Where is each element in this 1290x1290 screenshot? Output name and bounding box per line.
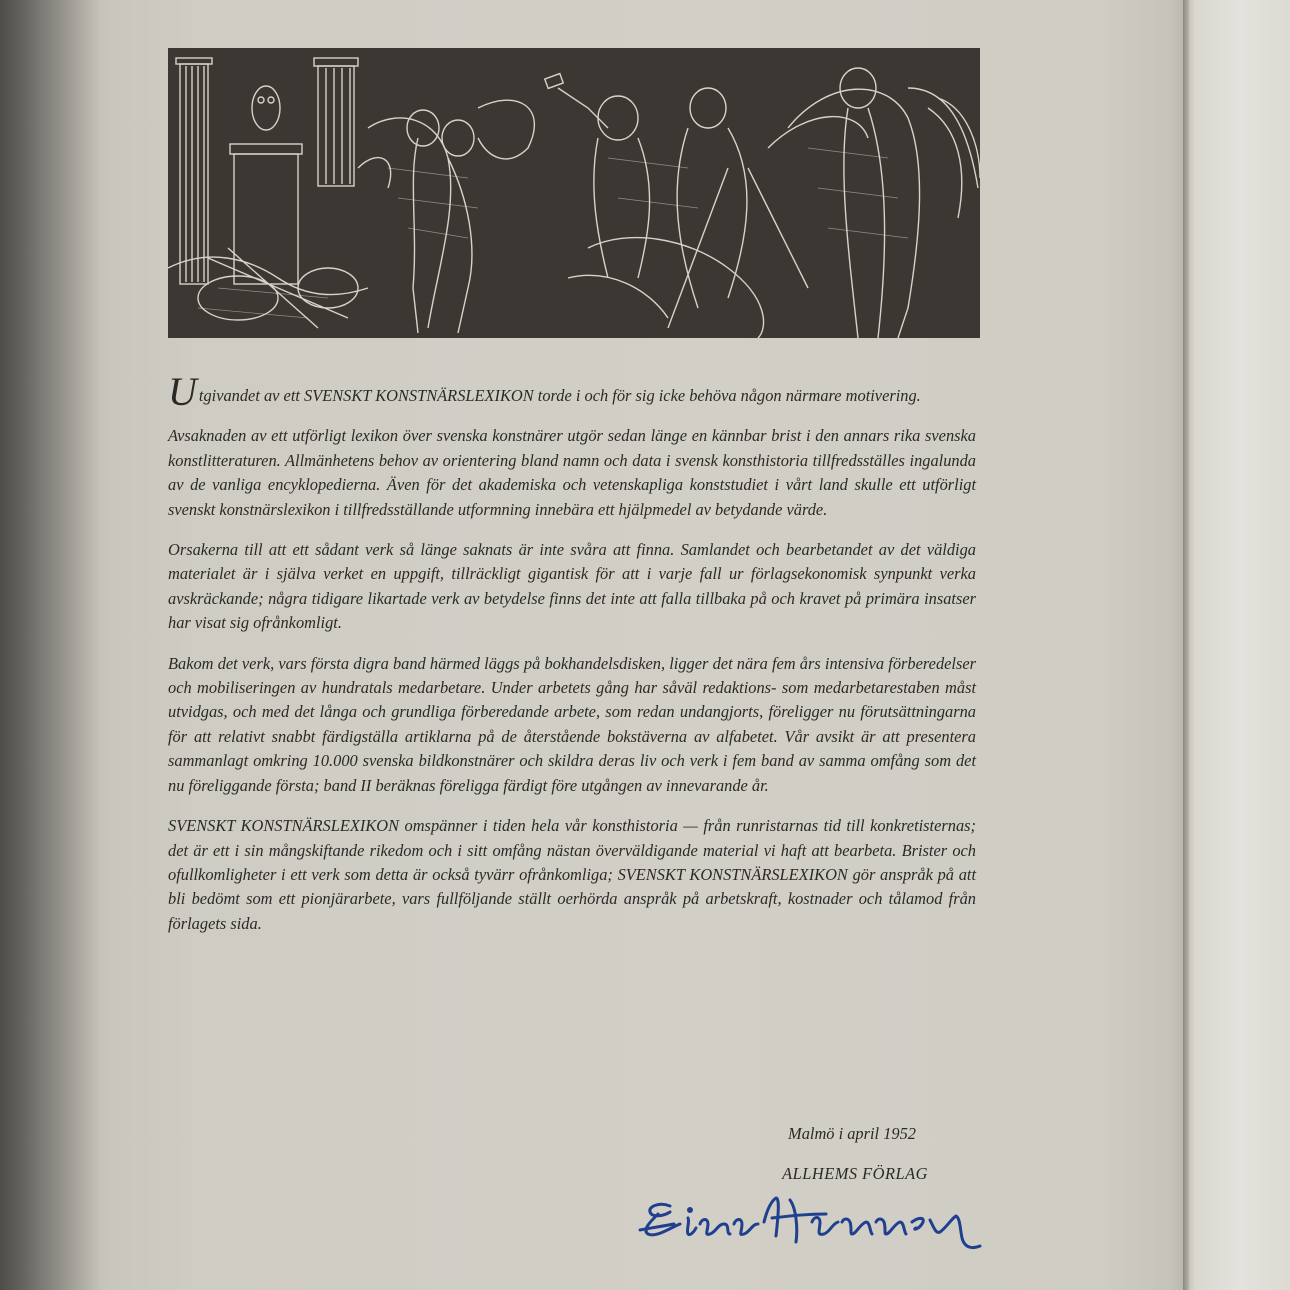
engraving-graphic xyxy=(168,48,980,338)
paragraph-2: Avsaknaden av ett utförligt lexikon över svenska konstnärer utgör sedan länge en kännbar brist i den annars rika svenska konstlitteraturen. Allmänhetens behov av orientering bland namn och data i svensk konsthistoria tillfredsställes ingalunda av de vanliga encyklopedierna. Även för det akademiska och vetenskapliga konststudiet i vårt land skulle ett utförligt svenskt konstnärslexikon i tillfredsställande utformning innebära ett hjälpmedel av betydande värde. xyxy=(168,426,976,519)
gutter-shadow xyxy=(0,0,100,1290)
frieze-illustration xyxy=(168,48,980,338)
place-date: Malmö i april 1952 xyxy=(788,1124,916,1143)
page-edge xyxy=(1183,0,1189,1290)
signature-graphic xyxy=(630,1188,1000,1258)
paragraph-5: SVENSKT KONSTNÄRSLEXIKON omspänner i tiden hela vår konsthistoria — från runristarnas tid till konkretisternas; det är ett i sin mångskiftande rikedom och i sitt omfång nästan överväldigande material vi haft att bearbeta. Brister och ofullkomligheter i ett verk som detta är också tyvärr ofrånkomliga; SVENSKT KONSTNÄRSLEXIKON gör anspråk på att bli bedömt som ett pionjärarbete, vars fullföljande ställt oerhörda anspråk på arbetskraft, kostnader och tålamod från förlagets sida. xyxy=(168,816,976,933)
paragraph-1 xyxy=(168,369,976,414)
publisher-name: ALLHEMS FÖRLAG xyxy=(782,1164,928,1183)
handwritten-signature xyxy=(630,1188,1000,1263)
preface-text xyxy=(168,369,976,952)
paragraph-4: Bakom det verk, vars första digra band härmed läggs på bokhandelsdisken, ligger det nära fem års intensiva förberedelser och mobiliseringen av hundratals medarbetare. Under arbetets gång har såväl redaktions- som medarbetarestaben måst utvidgas, och med det långa och grundliga förberedande arbete, som redan undangjorts, föreligger nu förutsättningarna för att relativt snabbt färdigställa artiklarna på de återstående bokstäverna av alfabetet. Vår avsikt är att presentera sammanlagt omkring 10.000 svenska bildkonstnärer och skildra deras liv och verk i fem band av samma omfång som det nu föreliggande första; band II beräknas föreligga färdigt före utgången av innevarande år. xyxy=(168,653,976,795)
paragraph-1-text: tgivandet av ett SVENSKT KONSTNÄRSLEXIKON torde i och för sig icke behöva någon närmare motivering. xyxy=(198,386,921,405)
dropcap: U xyxy=(168,369,197,414)
paragraph-3: Orsakerna till att ett sådant verk så länge saknats är inte svåra att finna. Samlandet och bearbetandet av det väldiga materialet är i själva verket en uppgift, tillräckligt gigantisk för att i varje fall ur förlagsekonomisk synpunkt verka avskräckande; några tidigare likartade verk av betydelse finns det inte att falla tillbaka på och kravet på primära insatser har visat sig ofrånkomligt. xyxy=(168,540,976,633)
